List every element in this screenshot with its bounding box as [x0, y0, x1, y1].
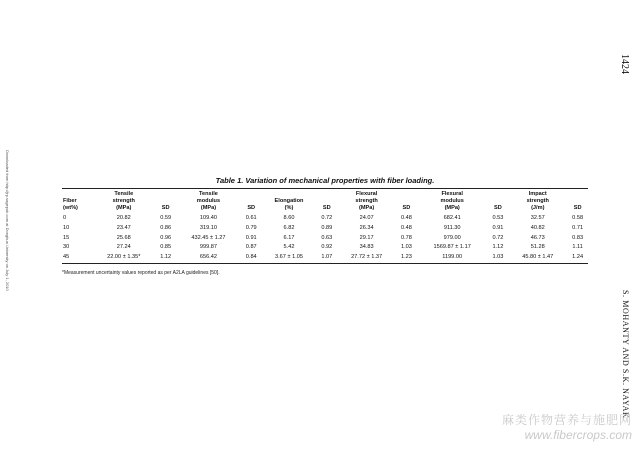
table-cell: 911.30 — [443, 224, 461, 231]
column-header-line: Flexural — [441, 191, 463, 197]
table-cell: 319.10 — [199, 224, 217, 231]
table-cell: 34.83 — [359, 244, 374, 251]
table-cell: 22.00 ± 1.35* — [107, 253, 141, 260]
table-cell: 0.84 — [245, 253, 257, 260]
column-header-line: SD — [494, 204, 502, 211]
table-cell: 10 — [63, 224, 70, 231]
column-header-line: modulus — [440, 197, 464, 204]
column-header — [62, 190, 92, 214]
column-header — [241, 190, 262, 214]
table-cell: 23.47 — [116, 224, 131, 231]
table-cell: 45 — [63, 253, 70, 260]
column-header-line: SD — [161, 204, 170, 211]
column-header — [316, 190, 337, 214]
column-header-line: Elongation — [274, 197, 304, 204]
table-cell: 1.03 — [401, 244, 412, 251]
column-header — [567, 190, 588, 214]
table-cell: 432.45 ± 1.27 — [191, 234, 226, 241]
table-cell: 0 — [63, 215, 67, 222]
table-cell: 0.58 — [572, 215, 584, 222]
column-header — [176, 190, 241, 214]
column-header-line: Impact — [528, 191, 547, 197]
column-header-line: (MPa) — [444, 204, 460, 211]
column-header — [488, 190, 509, 214]
table-cell: 6.82 — [283, 224, 295, 231]
table-cell: 0.48 — [401, 215, 412, 222]
table-cell: 24.07 — [359, 215, 374, 222]
table-cell: 656.42 — [199, 253, 217, 260]
table-cell: 0.91 — [492, 224, 504, 231]
table-cell: 1.07 — [321, 253, 333, 260]
column-header-line: Flexural — [355, 191, 378, 197]
table-cell: 0.53 — [492, 215, 504, 222]
column-header-line: (%) — [284, 204, 294, 211]
table-cell: 0.89 — [321, 224, 333, 231]
column-header-line: (J/m) — [531, 204, 545, 211]
table-cell: 0.72 — [492, 234, 504, 241]
column-header-line: strength — [355, 197, 378, 204]
table-row — [62, 224, 588, 234]
table-top-rule — [62, 188, 588, 189]
table-cell: 40.82 — [530, 224, 545, 231]
column-header-line: strength — [526, 197, 549, 204]
column-header-line: SD — [322, 204, 331, 211]
table-cell: 0.91 — [245, 234, 257, 241]
table-row — [62, 214, 588, 224]
table-cell: 25.68 — [116, 234, 131, 241]
table-cell: 1.11 — [572, 244, 583, 251]
table-cell: 0.61 — [245, 215, 257, 222]
table-cell: 32.57 — [530, 215, 545, 222]
table-cell: 30 — [63, 244, 70, 251]
column-header-line: Fiber — [63, 197, 77, 204]
table-cell: 1.03 — [492, 253, 504, 260]
table-row — [62, 253, 588, 263]
column-header — [155, 190, 176, 214]
column-header — [262, 190, 317, 214]
table-cell: 26.34 — [359, 224, 374, 231]
table-cell: 20.82 — [116, 215, 131, 222]
download-note-text: Downloaded from http://jrp.sagepub.com at Donghua University on July 1, 2010 — [5, 150, 10, 291]
column-header-line: SD — [573, 204, 582, 211]
header-row — [62, 190, 588, 214]
column-header-line: strength — [112, 197, 135, 204]
table-cell: 8.60 — [283, 215, 295, 222]
column-header-line: Tensile — [199, 191, 218, 197]
table-cell: 0.48 — [401, 224, 412, 231]
column-header-line: (wt%) — [63, 204, 78, 211]
table-body — [62, 214, 588, 263]
column-header-line: modulus — [196, 197, 221, 204]
table-cell: 0.96 — [160, 234, 172, 241]
table-caption: Table 1. Variation of mechanical properties with fiber loading. — [215, 176, 435, 185]
table-cell: 0.86 — [160, 224, 172, 231]
table-cell: 0.71 — [572, 224, 584, 231]
table-cell: 46.73 — [530, 234, 545, 241]
table-cell: 45.80 ± 1.47 — [522, 253, 554, 260]
watermark-chinese: 麻类作物营养与施肥网 — [501, 413, 632, 427]
table-row — [62, 233, 588, 243]
column-header-line: SD — [247, 204, 256, 211]
table-cell: 1.24 — [572, 253, 584, 260]
table-footnote: *Measurement uncertainty values reported as per A2LA guidelines [50]. — [62, 269, 220, 276]
table-bottom-rule — [62, 263, 588, 264]
watermark — [502, 413, 632, 443]
table-cell: 27.72 ± 1.37 — [351, 253, 383, 260]
page-number — [618, 54, 634, 84]
table-cell: 51.28 — [530, 244, 545, 251]
table-cell: 3.67 ± 1.05 — [275, 253, 303, 260]
table-cell: 1.12 — [160, 253, 172, 260]
table-cell: 1569.87 ± 1.17 — [433, 244, 471, 251]
table-cell: 0.92 — [321, 244, 333, 251]
column-header — [337, 190, 396, 214]
table-header — [62, 190, 588, 214]
table-cell: 0.72 — [321, 215, 333, 222]
column-header-line: (MPa) — [358, 204, 375, 211]
table-cell: 1.23 — [401, 253, 412, 260]
table-container — [62, 176, 588, 276]
table-cell: 999.87 — [199, 244, 217, 251]
running-head-text: S. MOHANTY AND S.K. NAYAK — [621, 290, 630, 419]
table-row — [62, 243, 588, 253]
table-cell: 109.40 — [199, 215, 217, 222]
table-cell: 0.85 — [160, 244, 172, 251]
table-cell: 0.83 — [572, 234, 584, 241]
table-cell: 6.17 — [283, 234, 295, 241]
column-header — [92, 190, 155, 214]
table-cell: 0.63 — [321, 234, 333, 241]
running-head — [618, 290, 634, 419]
column-header-line: SD — [402, 204, 411, 211]
page-number-text: 1424 — [619, 54, 630, 74]
table-cell: 29.17 — [359, 234, 374, 241]
table-cell: 0.59 — [160, 215, 172, 222]
table-cell: 5.42 — [283, 244, 295, 251]
table-cell: 0.79 — [245, 224, 257, 231]
table-cell: 15 — [63, 234, 70, 241]
table-cell: 0.87 — [245, 244, 257, 251]
table-cell: 682.41 — [443, 215, 461, 222]
table-cell: 27.24 — [116, 244, 131, 251]
table-cell: 979.00 — [443, 234, 461, 241]
watermark-url: www.fibercrops.com — [524, 428, 632, 442]
column-header — [508, 190, 567, 214]
column-header — [417, 190, 488, 214]
column-header-line: (MPa) — [116, 204, 132, 211]
column-header-line: Tensile — [114, 191, 134, 197]
column-header — [396, 190, 417, 214]
column-header-line: (MPa) — [200, 204, 217, 211]
table-cell: 0.78 — [401, 234, 412, 241]
table-cell: 1.12 — [492, 244, 504, 251]
mechanical-properties-table — [62, 190, 588, 263]
table-cell: 1199.00 — [442, 253, 463, 260]
download-note — [4, 150, 12, 330]
